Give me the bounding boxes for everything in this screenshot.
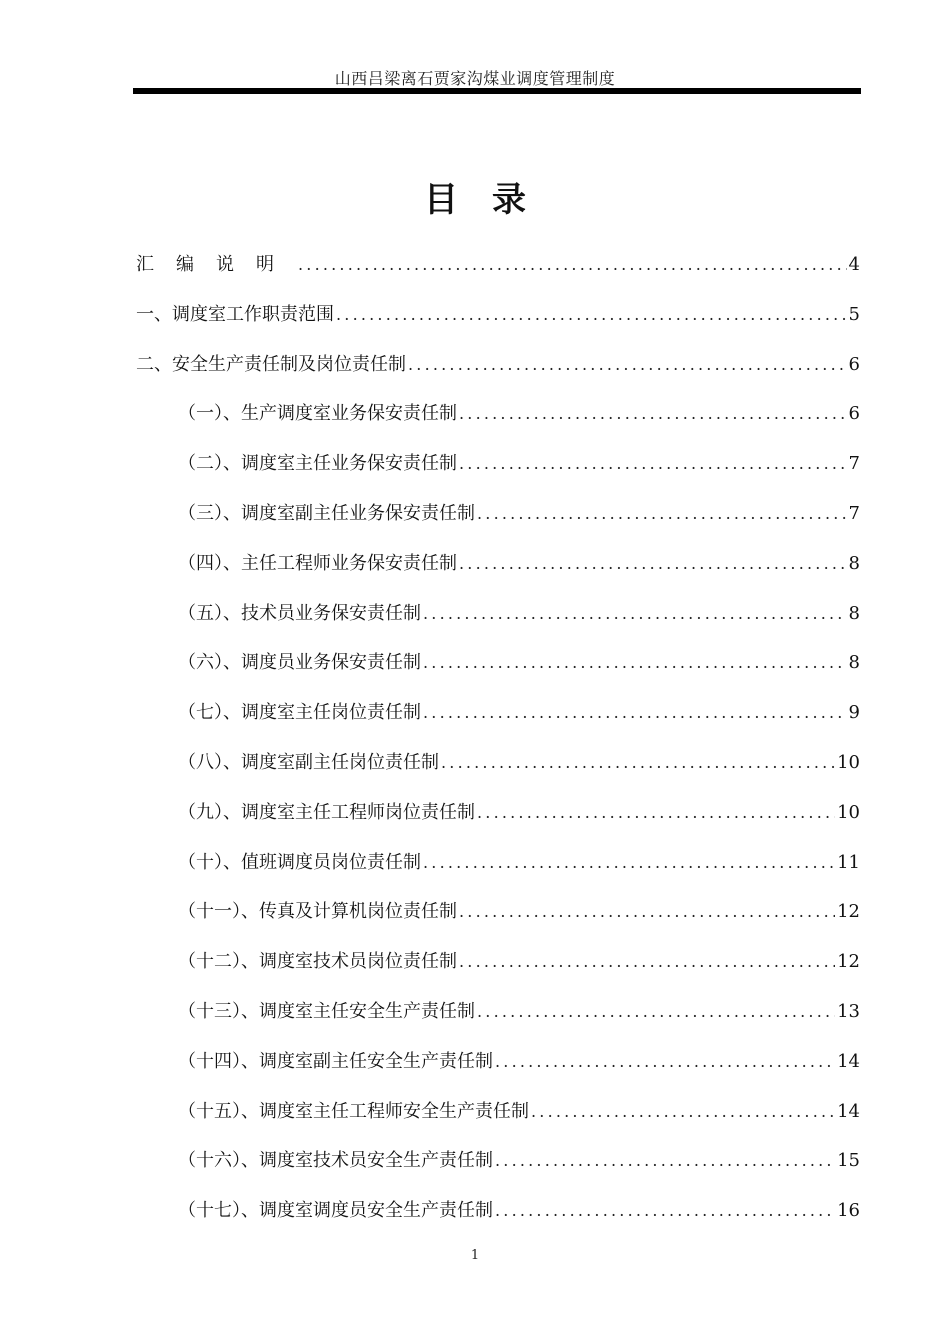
toc-leader-dots <box>477 803 835 822</box>
toc-leader-dots <box>298 255 847 274</box>
toc-entry[interactable] <box>136 1047 860 1097</box>
page-number: 1 <box>470 1248 480 1263</box>
toc-entry-label: （一）、生产调度室业务保安责任制 <box>178 403 457 425</box>
toc-entry-page: 15 <box>837 1150 860 1172</box>
toc-leader-dots <box>477 504 847 523</box>
toc-entry-page: 7 <box>848 502 860 524</box>
toc-entry-label: （三）、调度室副主任业务保安责任制 <box>178 502 475 524</box>
toc-leader-dots <box>459 902 835 921</box>
toc-leader-dots <box>459 554 847 573</box>
toc-entry[interactable] <box>136 1146 860 1196</box>
title-char-2: 录 <box>492 180 526 220</box>
toc-entry-label: （十一）、传真及计算机岗位责任制 <box>178 901 457 923</box>
toc-leader-dots <box>495 1052 835 1071</box>
toc-entry-page: 11 <box>837 851 860 873</box>
toc-leader-dots <box>495 1151 835 1170</box>
toc-leader-dots <box>408 355 847 374</box>
toc-entry[interactable] <box>136 350 860 400</box>
toc-leader-dots <box>477 1002 835 1021</box>
toc-entry[interactable] <box>136 748 860 798</box>
toc-entry-label: （七）、调度室主任岗位责任制 <box>178 702 421 724</box>
toc-leader-dots <box>441 753 835 772</box>
toc-entry[interactable] <box>136 947 860 997</box>
toc-entry-page: 8 <box>848 552 860 574</box>
toc-entry[interactable] <box>136 499 860 549</box>
toc-entry-page: 4 <box>848 254 860 275</box>
toc-entry-page: 14 <box>837 1050 860 1072</box>
toc-entry-label: 一、调度室工作职责范围 <box>136 303 334 325</box>
toc-entry[interactable] <box>136 1097 860 1147</box>
toc-entry-label: 二、安全生产责任制及岗位责任制 <box>136 353 406 375</box>
table-of-contents <box>136 250 860 1246</box>
page-title <box>0 172 950 221</box>
toc-entry-page: 6 <box>848 353 860 375</box>
toc-entry-page: 12 <box>837 901 860 923</box>
toc-entry[interactable] <box>136 250 860 300</box>
toc-entry-label: （二）、调度室主任业务保安责任制 <box>178 453 457 475</box>
toc-entry[interactable] <box>136 648 860 698</box>
toc-entry-label: （十七）、调度室调度员安全生产责任制 <box>178 1200 493 1222</box>
toc-leader-dots <box>423 604 847 623</box>
toc-entry-page: 5 <box>848 303 860 325</box>
toc-entry-page: 8 <box>848 602 860 624</box>
toc-entry[interactable] <box>136 549 860 599</box>
toc-entry[interactable] <box>136 798 860 848</box>
toc-entry[interactable] <box>136 1196 860 1246</box>
toc-leader-dots <box>423 853 835 872</box>
toc-entry[interactable] <box>136 399 860 449</box>
toc-leader-dots <box>459 952 835 971</box>
toc-entry-page: 6 <box>848 403 860 425</box>
toc-entry[interactable] <box>136 449 860 499</box>
toc-leader-dots <box>423 653 847 672</box>
toc-entry-page: 14 <box>837 1100 860 1122</box>
toc-entry-label: （八）、调度室副主任岗位责任制 <box>178 751 439 773</box>
header-rule <box>133 88 861 94</box>
toc-entry-label: （六）、调度员业务保安责任制 <box>178 652 421 674</box>
toc-entry-label: （十四）、调度室副主任安全生产责任制 <box>178 1050 493 1072</box>
toc-entry[interactable] <box>136 599 860 649</box>
toc-entry-label: （十二）、调度室技术员岗位责任制 <box>178 951 457 973</box>
toc-leader-dots <box>531 1102 835 1121</box>
toc-entry[interactable] <box>136 997 860 1047</box>
toc-entry-page: 9 <box>848 702 860 724</box>
toc-entry-page: 10 <box>837 751 860 773</box>
toc-entry-page: 10 <box>837 801 860 823</box>
toc-entry[interactable] <box>136 698 860 748</box>
running-header: 山西吕梁离石贾家沟煤业调度管理制度 <box>334 69 616 88</box>
toc-leader-dots <box>459 404 847 423</box>
toc-leader-dots <box>459 454 847 473</box>
toc-entry-label: （九）、调度室主任工程师岗位责任制 <box>178 801 475 823</box>
toc-entry-label: （十）、值班调度员岗位责任制 <box>178 851 421 873</box>
toc-entry-page: 12 <box>837 951 860 973</box>
toc-entry-label: （十三）、调度室主任安全生产责任制 <box>178 1000 475 1022</box>
toc-entry[interactable] <box>136 300 860 350</box>
title-char-1: 目 <box>424 180 458 220</box>
toc-entry-label: （十五）、调度室主任工程师安全生产责任制 <box>178 1100 529 1122</box>
toc-entry-page: 16 <box>837 1200 860 1222</box>
toc-entry-label: （四）、主任工程师业务保安责任制 <box>178 552 457 574</box>
toc-entry-label: （五）、技术员业务保安责任制 <box>178 602 421 624</box>
toc-entry-page: 8 <box>848 652 860 674</box>
toc-entry[interactable] <box>136 897 860 947</box>
toc-leader-dots <box>423 703 847 722</box>
toc-entry-page: 13 <box>837 1000 860 1022</box>
toc-entry-label: （十六）、调度室技术员安全生产责任制 <box>178 1150 493 1172</box>
toc-leader-dots <box>495 1201 835 1220</box>
toc-entry-label: 汇编说明 <box>136 254 296 275</box>
toc-entry[interactable] <box>136 848 860 898</box>
toc-leader-dots <box>336 305 847 324</box>
toc-entry-page: 7 <box>848 453 860 475</box>
